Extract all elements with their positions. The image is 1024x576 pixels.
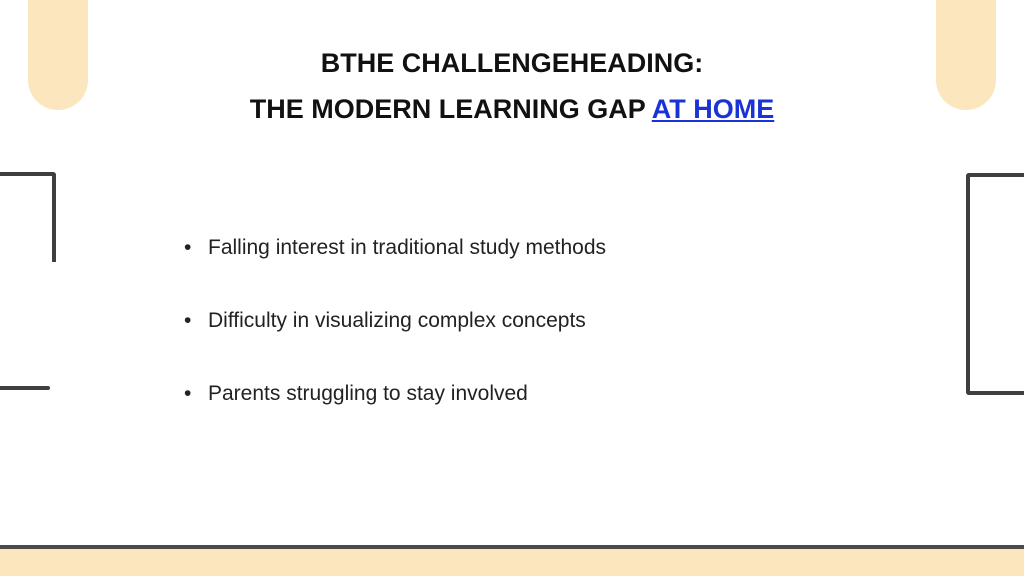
- decorative-bracket-left-bottom: [0, 386, 50, 390]
- slide-title-line-2: [0, 86, 1024, 132]
- decorative-bracket-left-top: [0, 172, 56, 262]
- at-home-link[interactable]: AT HOME: [651, 94, 775, 124]
- bullet-item: • Parents struggling to stay involved: [184, 376, 606, 412]
- bottom-accent-band: [0, 549, 1024, 576]
- slide-title-line-2-text: THE MODERN LEARNING GAP: [249, 94, 646, 124]
- slide-title-line-1: BTHE CHALLENGEHEADING:: [320, 48, 704, 78]
- decorative-bracket-right: [966, 173, 1024, 395]
- slide-title: [0, 40, 1024, 132]
- bullet-list: [184, 230, 606, 449]
- bullet-item: • Falling interest in traditional study methods: [184, 230, 606, 266]
- bullet-item: • Difficulty in visualizing complex concepts: [184, 303, 606, 339]
